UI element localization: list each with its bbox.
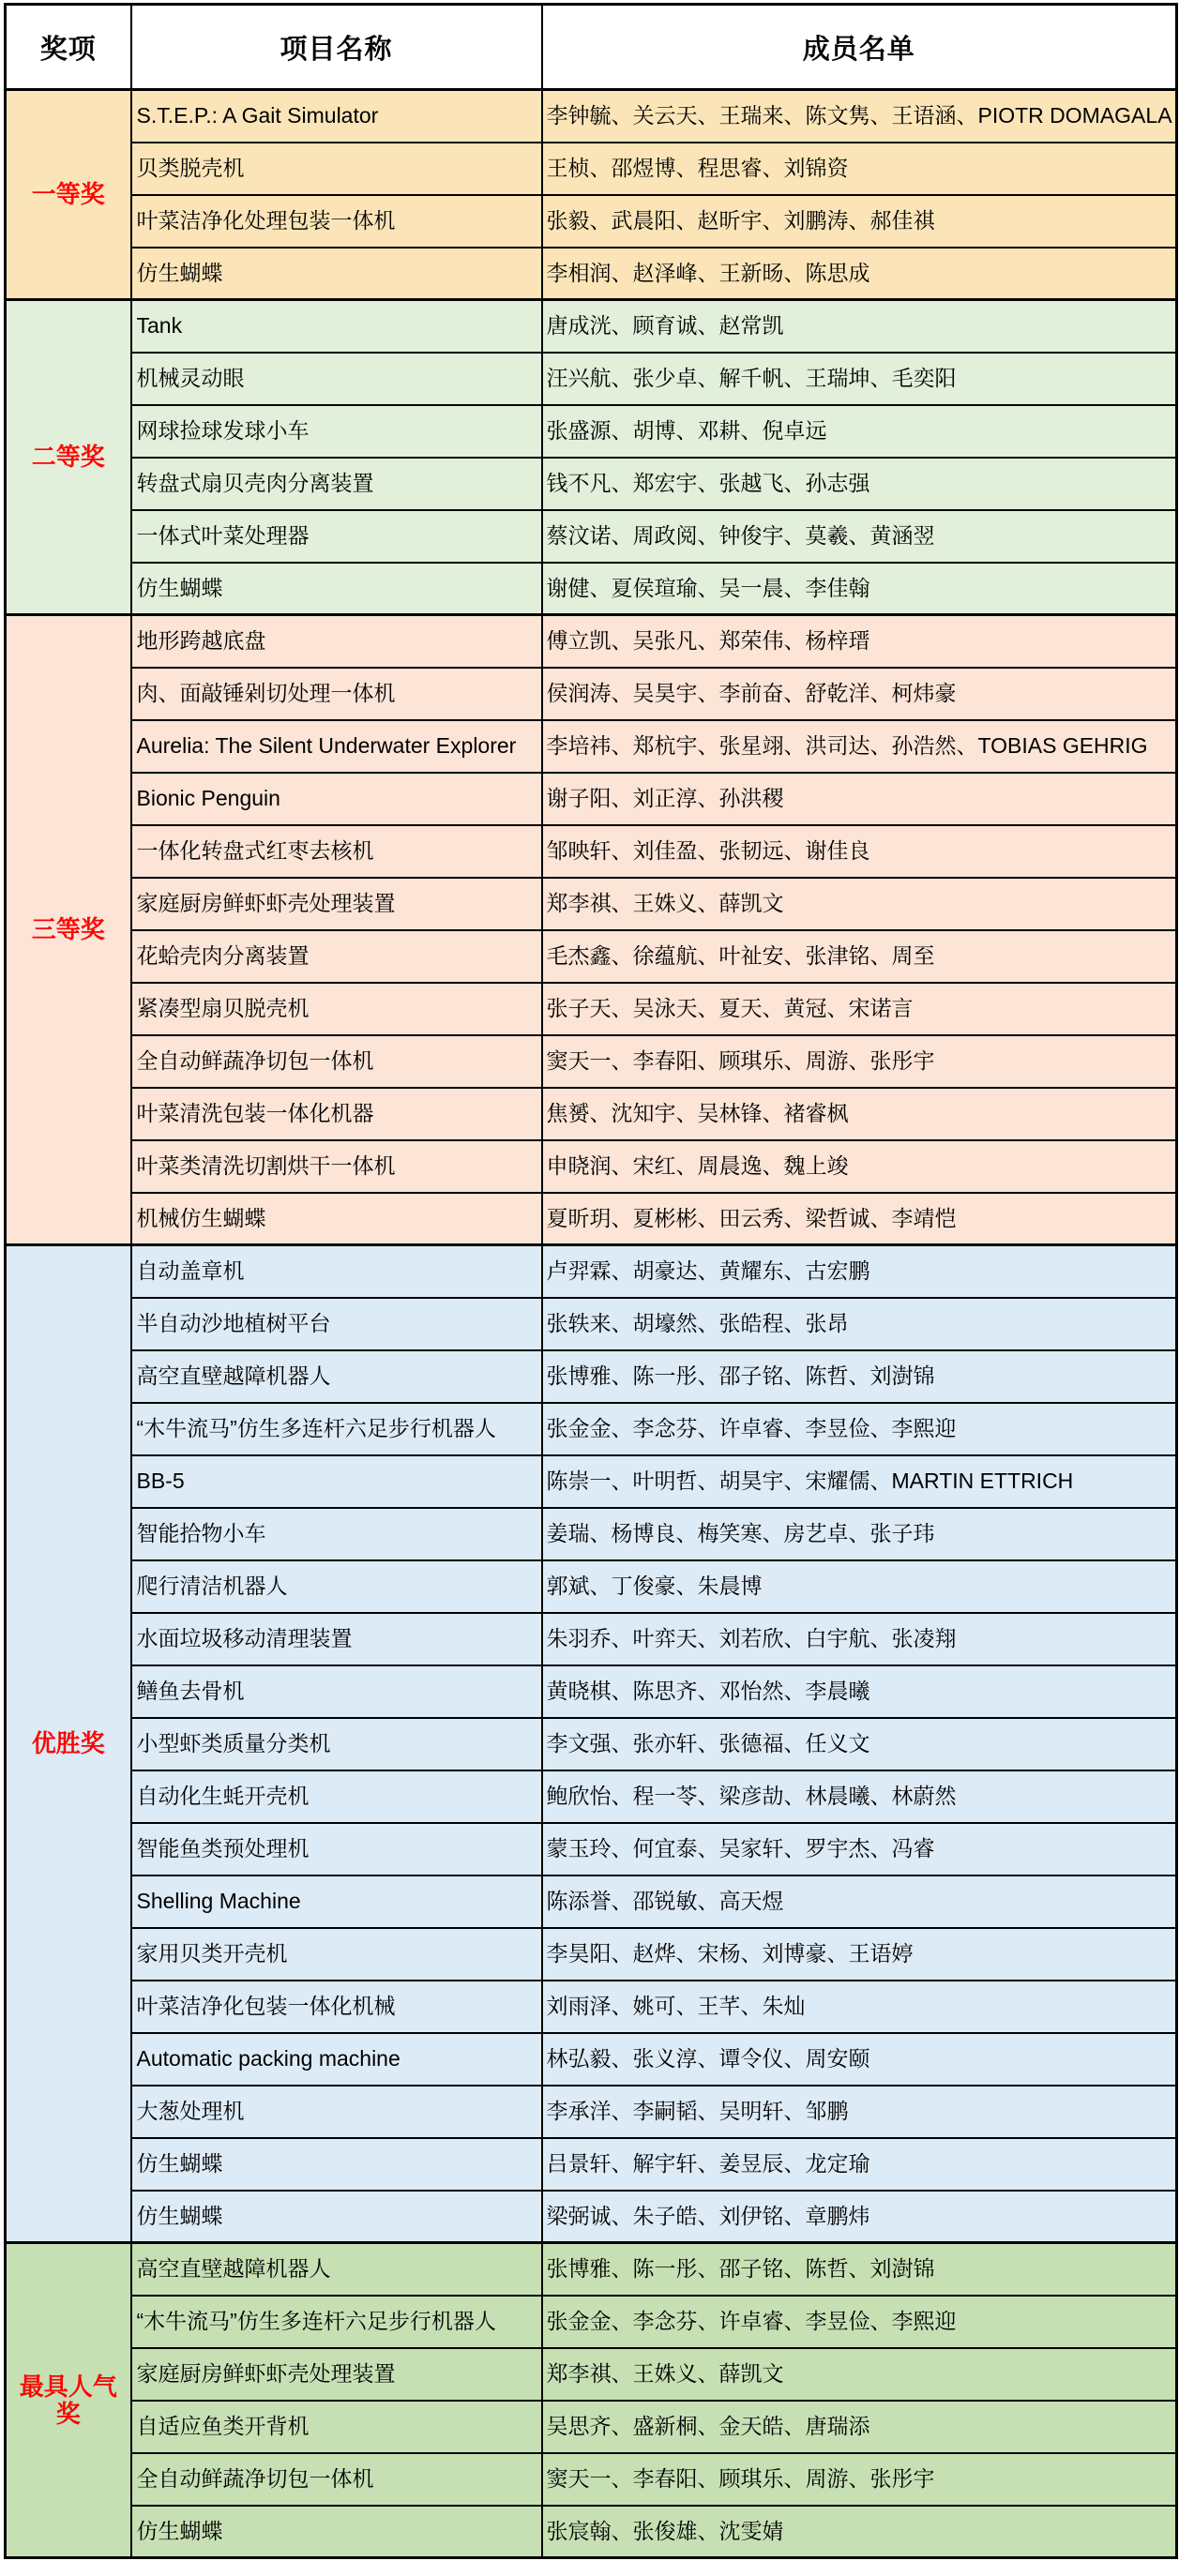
members-cell: 李文强、张亦轩、张德福、任义文: [542, 1718, 1177, 1770]
table-row: [6, 2506, 1177, 2558]
table-row: [6, 1088, 1177, 1140]
project-cell: 转盘式扇贝壳肉分离装置: [131, 458, 542, 510]
table-row: [6, 1823, 1177, 1876]
members-cell: 朱羽乔、叶弈天、刘若欣、白宇航、张凌翔: [542, 1613, 1177, 1665]
project-cell: 智能鱼类预处理机: [131, 1823, 542, 1876]
project-cell: “木牛流马”仿生多连杆六足步行机器人: [131, 1403, 542, 1455]
members-cell: 张金金、李念芬、许卓睿、李昱俭、李熙迎: [542, 2296, 1177, 2348]
table-row: [6, 1508, 1177, 1560]
header-row: [6, 5, 1177, 90]
members-cell: 蔡汶诺、周政阅、钟俊宇、莫羲、黄涵翌: [542, 510, 1177, 563]
members-cell: 王桢、邵煜博、程思睿、刘锦资: [542, 143, 1177, 195]
members-cell: 张子天、吴泳天、夏天、黄冠、宋诺言: [542, 983, 1177, 1035]
project-cell: 爬行清洁机器人: [131, 1560, 542, 1613]
members-cell: 焦赟、沈知宇、吴林锋、褚睿枫: [542, 1088, 1177, 1140]
members-cell: 张宸翰、张俊雄、沈雯婧: [542, 2506, 1177, 2558]
table-row: [6, 510, 1177, 563]
table-row: [6, 930, 1177, 983]
table-row: [6, 1770, 1177, 1823]
project-cell: 紧凑型扇贝脱壳机: [131, 983, 542, 1035]
members-cell: 谢健、夏侯瑄瑜、吴一晨、李佳翰: [542, 563, 1177, 615]
members-cell: 陈添誉、邵锐敏、高天煜: [542, 1876, 1177, 1928]
project-cell: 叶菜类清洗切割烘干一体机: [131, 1140, 542, 1193]
table-row: [6, 405, 1177, 458]
table-row: [6, 2243, 1177, 2296]
table-row: [6, 458, 1177, 510]
members-cell: 毛杰鑫、徐蕴航、叶祉安、张津铭、周至: [542, 930, 1177, 983]
table-row: [6, 720, 1177, 773]
table-row: [6, 668, 1177, 720]
table-row: [6, 1665, 1177, 1718]
table-row: [6, 773, 1177, 825]
table-row: [6, 90, 1177, 143]
project-cell: 仿生蝴蝶: [131, 2138, 542, 2191]
project-cell: 仿生蝴蝶: [131, 248, 542, 300]
table-row: [6, 1193, 1177, 1245]
project-cell: 家庭厨房鲜虾虾壳处理装置: [131, 2348, 542, 2401]
project-cell: S.T.E.P.: A Gait Simulator: [131, 90, 542, 143]
project-cell: 地形跨越底盘: [131, 615, 542, 668]
table-row: [6, 143, 1177, 195]
members-cell: 梁弼诚、朱子皓、刘伊铭、章鹏炜: [542, 2191, 1177, 2243]
members-cell: 鲍欣怡、程一苓、梁彦劼、林晨曦、林蔚然: [542, 1770, 1177, 1823]
table-row: [6, 1876, 1177, 1928]
members-cell: 窦天一、李春阳、顾琪乐、周游、张彤宇: [542, 2453, 1177, 2506]
table-row: [6, 2086, 1177, 2138]
members-cell: 张盛源、胡博、邓耕、倪卓远: [542, 405, 1177, 458]
award-section-cell: 优胜奖: [6, 1245, 131, 2243]
project-cell: 自动化生蚝开壳机: [131, 1770, 542, 1823]
members-cell: 申晓润、宋红、周晨逸、魏上竣: [542, 1140, 1177, 1193]
project-cell: 高空直壁越障机器人: [131, 2243, 542, 2296]
table-row: [6, 300, 1177, 353]
members-cell: 夏昕玥、夏彬彬、田云秀、梁哲诚、李靖恺: [542, 1193, 1177, 1245]
table-row: [6, 1718, 1177, 1770]
members-cell: 卢羿霖、胡豪达、黄耀东、古宏鹏: [542, 1245, 1177, 1298]
members-cell: 郑李祺、王姝义、薛凯文: [542, 878, 1177, 930]
project-cell: 半自动沙地植树平台: [131, 1298, 542, 1350]
project-cell: 小型虾类质量分类机: [131, 1718, 542, 1770]
members-cell: 郑李祺、王姝义、薛凯文: [542, 2348, 1177, 2401]
award-section-cell: 二等奖: [6, 300, 131, 615]
members-cell: 吴思齐、盛新桐、金天皓、唐瑞添: [542, 2401, 1177, 2453]
members-cell: 钱不凡、郑宏宇、张越飞、孙志强: [542, 458, 1177, 510]
column-header-award: 奖项: [6, 5, 131, 90]
table-row: [6, 1928, 1177, 1981]
table-row: [6, 878, 1177, 930]
project-cell: 全自动鲜蔬净切包一体机: [131, 1035, 542, 1088]
project-cell: 肉、面敲锤剁切处理一体机: [131, 668, 542, 720]
table-row: [6, 353, 1177, 405]
table-row: [6, 2296, 1177, 2348]
project-cell: 仿生蝴蝶: [131, 563, 542, 615]
table-row: [6, 1981, 1177, 2033]
table-row: [6, 615, 1177, 668]
award-section-cell: 最具人气奖: [6, 2243, 131, 2558]
project-cell: 水面垃圾移动清理装置: [131, 1613, 542, 1665]
project-cell: 高空直壁越障机器人: [131, 1350, 542, 1403]
project-cell: 仿生蝴蝶: [131, 2191, 542, 2243]
table-row: [6, 1350, 1177, 1403]
table-body: [6, 90, 1177, 2558]
column-header-project: 项目名称: [131, 5, 542, 90]
members-cell: 郭斌、丁俊豪、朱晨博: [542, 1560, 1177, 1613]
project-cell: 一体化转盘式红枣去核机: [131, 825, 542, 878]
project-cell: 网球捡球发球小车: [131, 405, 542, 458]
table-row: [6, 195, 1177, 248]
table-row: [6, 1245, 1177, 1298]
project-cell: 全自动鲜蔬净切包一体机: [131, 2453, 542, 2506]
table-row: [6, 2453, 1177, 2506]
table-row: [6, 1403, 1177, 1455]
members-cell: 张博雅、陈一彤、邵子铭、陈哲、刘澍锦: [542, 2243, 1177, 2296]
project-cell: 大葱处理机: [131, 2086, 542, 2138]
column-header-members: 成员名单: [542, 5, 1177, 90]
project-cell: 仿生蝴蝶: [131, 2506, 542, 2558]
members-cell: 李承洋、李嗣韬、吴明轩、邹鹏: [542, 2086, 1177, 2138]
award-section-cell: 一等奖: [6, 90, 131, 300]
project-cell: 贝类脱壳机: [131, 143, 542, 195]
project-cell: 叶菜清洗包装一体化机器: [131, 1088, 542, 1140]
table-row: [6, 1455, 1177, 1508]
members-cell: 刘雨泽、姚可、王芊、朱灿: [542, 1981, 1177, 2033]
project-cell: 叶菜洁净化处理包装一体机: [131, 195, 542, 248]
project-cell: 机械仿生蝴蝶: [131, 1193, 542, 1245]
members-cell: 李钟毓、关云天、王瑞来、陈文隽、王语涵、PIOTR DOMAGALA: [542, 90, 1177, 143]
project-cell: 一体式叶菜处理器: [131, 510, 542, 563]
members-cell: 张博雅、陈一彤、邵子铭、陈哲、刘澍锦: [542, 1350, 1177, 1403]
project-cell: Bionic Penguin: [131, 773, 542, 825]
members-cell: 姜瑞、杨博良、梅笑寒、房艺卓、张子玮: [542, 1508, 1177, 1560]
table-row: [6, 1560, 1177, 1613]
table-row: [6, 2348, 1177, 2401]
table-row: [6, 2138, 1177, 2191]
project-cell: Shelling Machine: [131, 1876, 542, 1928]
members-cell: 邹映轩、刘佳盈、张韧远、谢佳良: [542, 825, 1177, 878]
table-row: [6, 1613, 1177, 1665]
members-cell: 黄晓棋、陈思齐、邓怡然、李晨曦: [542, 1665, 1177, 1718]
project-cell: Aurelia: The Silent Underwater Explorer: [131, 720, 542, 773]
table-row: [6, 248, 1177, 300]
project-cell: 自动盖章机: [131, 1245, 542, 1298]
project-cell: 自适应鱼类开背机: [131, 2401, 542, 2453]
project-cell: 家用贝类开壳机: [131, 1928, 542, 1981]
members-cell: 傅立凯、吴张凡、郑荣伟、杨梓瑨: [542, 615, 1177, 668]
table-row: [6, 563, 1177, 615]
table-row: [6, 983, 1177, 1035]
project-cell: BB-5: [131, 1455, 542, 1508]
members-cell: 唐成洸、顾育诚、赵常凯: [542, 300, 1177, 353]
project-cell: “木牛流马”仿生多连杆六足步行机器人: [131, 2296, 542, 2348]
members-cell: 窦天一、李春阳、顾琪乐、周游、张彤宇: [542, 1035, 1177, 1088]
table-row: [6, 2033, 1177, 2086]
members-cell: 张轶来、胡壕然、张皓程、张昂: [542, 1298, 1177, 1350]
award-section-cell: 三等奖: [6, 615, 131, 1245]
table-row: [6, 1140, 1177, 1193]
table-row: [6, 1035, 1177, 1088]
project-cell: 智能拾物小车: [131, 1508, 542, 1560]
members-cell: 林弘毅、张义淳、谭令仪、周安颐: [542, 2033, 1177, 2086]
members-cell: 张金金、李念芬、许卓睿、李昱俭、李熙迎: [542, 1403, 1177, 1455]
members-cell: 李培祎、郑杭宇、张星翊、洪司达、孙浩然、TOBIAS GEHRIG: [542, 720, 1177, 773]
table-row: [6, 2191, 1177, 2243]
awards-table: [4, 3, 1178, 2559]
table-row: [6, 2401, 1177, 2453]
table-row: [6, 1298, 1177, 1350]
project-cell: 家庭厨房鲜虾虾壳处理装置: [131, 878, 542, 930]
project-cell: 机械灵动眼: [131, 353, 542, 405]
project-cell: Automatic packing machine: [131, 2033, 542, 2086]
table-row: [6, 825, 1177, 878]
members-cell: 李昊阳、赵烨、宋杨、刘博豪、王语婷: [542, 1928, 1177, 1981]
members-cell: 张毅、武晨阳、赵昕宇、刘鹏涛、郝佳祺: [542, 195, 1177, 248]
members-cell: 谢子阳、刘正淳、孙洪稷: [542, 773, 1177, 825]
members-cell: 李相润、赵泽峰、王新旸、陈思成: [542, 248, 1177, 300]
members-cell: 蒙玉玲、何宜泰、吴家轩、罗宇杰、冯睿: [542, 1823, 1177, 1876]
project-cell: 鳝鱼去骨机: [131, 1665, 542, 1718]
project-cell: 花蛤壳肉分离装置: [131, 930, 542, 983]
project-cell: Tank: [131, 300, 542, 353]
members-cell: 汪兴航、张少卓、解千帆、王瑞坤、毛奕阳: [542, 353, 1177, 405]
members-cell: 陈崇一、叶明哲、胡昊宇、宋耀儒、MARTIN ETTRICH: [542, 1455, 1177, 1508]
members-cell: 侯润涛、吴昊宇、李前奋、舒乾洋、柯炜豪: [542, 668, 1177, 720]
project-cell: 叶菜洁净化包装一体化机械: [131, 1981, 542, 2033]
table-header: [6, 5, 1177, 90]
members-cell: 吕景轩、解宇轩、姜昱辰、龙定瑜: [542, 2138, 1177, 2191]
